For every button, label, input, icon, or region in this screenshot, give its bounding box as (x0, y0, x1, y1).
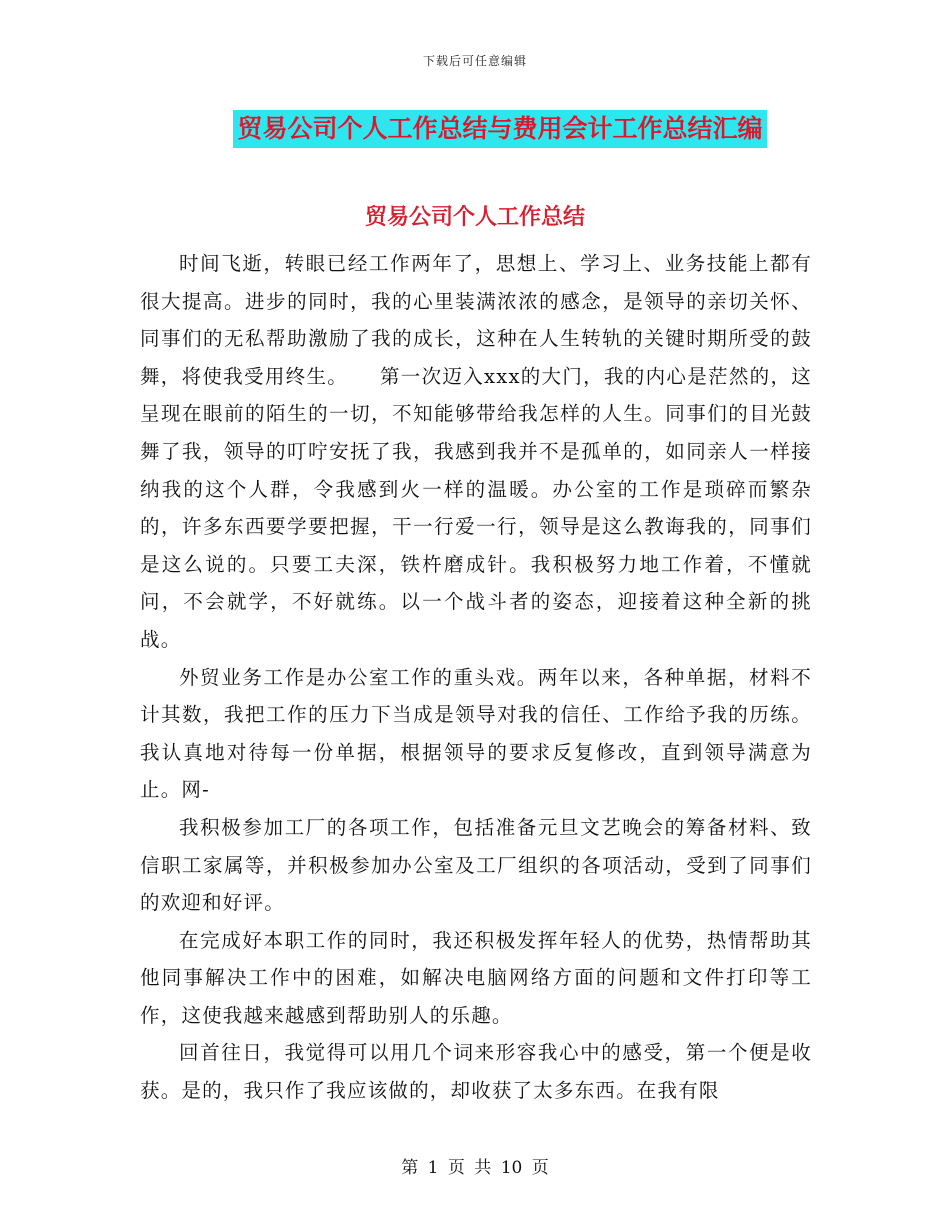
document-title-container (0, 110, 950, 148)
page-number-footer: 第 1 页 共 10 页 (401, 1158, 549, 1178)
paragraph-4: 在完成好本职工作的同时，我还积极发挥年轻人的优势，热情帮助其他同事解决工作中的困难，如解决电脑网络方面的问题和文件打印等工作，这使我越来越感到帮助别人的乐趣。 (140, 928, 812, 1027)
document-body (140, 245, 812, 1110)
section-title: 贸易公司个人工作总结 (364, 204, 585, 230)
paragraph-3: 我积极参加工厂的各项工作，包括准备元旦文艺晚会的筹备材料、致信职工家属等，并积极参加办公室及工厂组织的各项活动，受到了同事们的欢迎和好评。 (140, 815, 812, 915)
page-header-note: 下载后可任意编辑 (422, 54, 527, 68)
document-title: 贸易公司个人工作总结与费用会计工作总结汇编 (233, 110, 766, 148)
paragraph-1: 时间飞逝，转眼已经工作两年了，思想上、学习上、业务技能上都有很大提高。进步的同时，我的心里装满浓浓的感念，是领导的亲切关怀、同事们的无私帮助激励了我的成长，这种在人生转轨的关键时期所受的鼓舞，将使我受用终生。 第一次迈入xxx的大门，我的内心是茫然的，这呈现在眼前的陌生的一切，不知能够带给我怎样的人生。同事们的目光鼓舞了我，领导的叮咛安抚了我，我感到我并不是孤单的，如同亲人一样接纳我的这个人群，令我感到火一样的温暖。办公室的工作是琐碎而繁杂的，许多东西要学要把握，干一行爱一行，领导是这么教诲我的，同事们是这么说的。只要工夫深，铁杵磨成针。我积极努力地工作着，不懂就问，不会就学，不好就练。以一个战斗者的姿态，迎接着这种全新的挑战。 (140, 252, 812, 651)
paragraph-5: 回首往日，我觉得可以用几个词来形容我心中的感受，第一个便是收获。是的，我只作了我应该做的，却收获了太多东西。在我有限 (140, 1041, 812, 1103)
paragraph-2: 外贸业务工作是办公室工作的重头戏。两年以来，各种单据，材料不计其数，我把工作的压力下当成是领导对我的信任、工作给予我的历练。我认真地对待每一份单据，根据领导的要求反复修改，直到领导满意为止。网- (140, 665, 812, 802)
